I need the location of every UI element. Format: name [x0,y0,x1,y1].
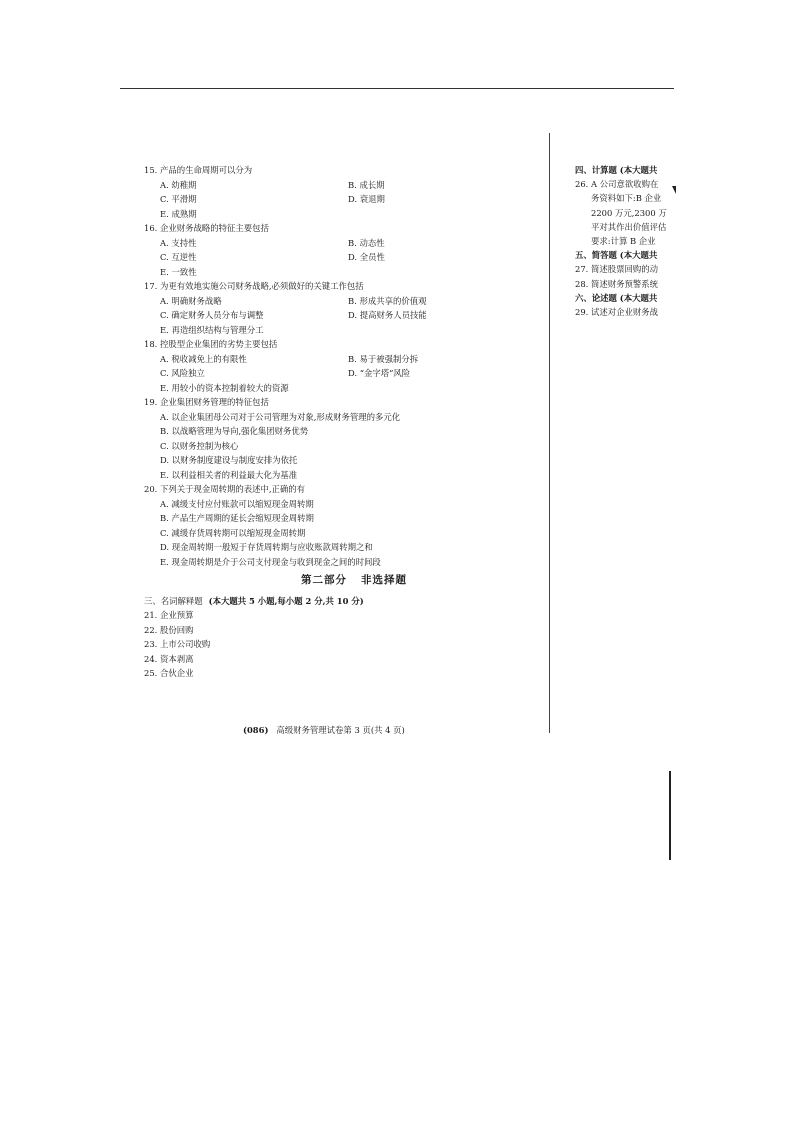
option-e: E. 再造组织结构与管理分工 [160,324,264,335]
option-c: C. 互逆性 [160,252,197,262]
option-d: D. 衰退期 [348,194,385,204]
page-footer [243,724,405,736]
option-b: B. 成长期 [348,179,385,190]
option-a: A. 支持性 [160,237,197,248]
section-label: 三、名词解释题 [144,595,203,606]
question-27: 27. 简述股票回购的动 [575,264,658,275]
section-three-heading [144,594,544,609]
options [144,294,544,338]
option-e: E. 现金周转期是介于公司支付现金与收到现金之间的时间段 [160,556,381,567]
option-e: E. 以利益相关者的利益最大化为基准 [160,469,298,480]
option-d: D. 提高财务人员技能 [348,310,427,320]
option-c: C. 平滑期 [160,194,197,204]
section-four-heading: 四、计算题 (本大题共 [575,165,658,175]
option-d: D. “金字塔”风险 [348,368,411,378]
option-a: A. 减缓支付应付账款可以缩短现金周转期 [160,498,314,509]
question-stem: 19. 企业集团财务管理的特征包括 [144,397,269,407]
question-15 [144,163,544,221]
part-two-title [144,573,564,588]
options [144,178,544,222]
option-b: B. 易于被强制分拆 [348,353,419,364]
section-note: (本大题共 5 小题,每小题 2 分,共 10 分) [208,595,364,606]
exam-code: (086) [243,725,269,735]
question-stem: 20. 下列关于现金周转期的表述中,正确的有 [144,484,306,494]
question-19 [144,395,544,482]
option-a: A. 明确财务战略 [160,295,222,306]
column-divider [549,133,550,733]
options [144,236,544,280]
option-b: B. 动态性 [348,237,385,248]
term-item: 22. 股份回购 [144,624,194,635]
question-17 [144,279,544,337]
option-a: A. 幼稚期 [160,179,197,190]
term-item: 24. 资本剥离 [144,653,194,664]
question-16 [144,221,544,279]
question-stem: 16. 企业财务战略的特征主要包括 [144,223,269,233]
option-a: A. 税收减免上的有限性 [160,353,247,364]
option-e: E. 一致性 [160,266,197,277]
question-stem: 15. 产品的生命周期可以分为 [144,165,253,175]
footer-text: 高级财务管理试卷第 3 页(共 4 页) [276,725,405,735]
question-18 [144,337,544,395]
option-c: C. 确定财务人员分布与调整 [160,310,264,320]
right-column [575,163,674,319]
option-e: E. 用较小的资本控制着较大的资源 [160,382,289,393]
option-d: D. 全员性 [348,252,385,262]
option-c: C. 风险独立 [160,368,205,378]
options [144,352,544,396]
margin-bar [669,771,671,860]
question-stem: 18. 控股型企业集团的劣势主要包括 [144,339,278,349]
question-26-line: 2200 万元,2300 万 [591,207,667,218]
left-column [144,163,544,681]
option-c: C. 以财务控制为核心 [160,440,239,451]
question-20 [144,482,544,569]
question-26-line: 平对其作出价值评估 [591,221,667,232]
options [144,410,544,483]
part-two-title-left: 第二部分 [301,574,348,586]
option-d: D. 现金周转期一般短于存货周转期与应收账款周转期之和 [160,542,373,552]
question-28: 28. 简述财务预警系统 [575,278,658,289]
question-26-line: 要求:计算 B 企业 [591,236,656,247]
part-two-title-right: 非选择题 [360,574,407,586]
option-d: D. 以财务制度建设与制度安排为依托 [160,455,298,465]
term-item: 21. 企业预算 [144,610,194,620]
question-26: 26. A 公司意欲收购在 [575,179,659,190]
question-26-line: 务资料如下:B 企业 [591,193,662,204]
option-a: A. 以企业集团母公司对于公司管理为对象,形成财务管理的多元化 [160,411,401,422]
term-item: 25. 合伙企业 [144,668,194,678]
option-b: B. 形成共享的价值观 [348,295,427,306]
question-stem: 17. 为更有效地实施公司财务战略,必须做好的关键工作包括 [144,281,364,291]
option-c: C. 减缓存货周转期可以缩短现金周转期 [160,527,306,538]
option-e: E. 成熟期 [160,208,197,219]
section-six-heading: 六、论述题 (本大题共 [575,292,658,303]
question-29: 29. 试述对企业财务战 [575,307,658,318]
section-five-heading: 五、简答题 (本大题共 [575,250,658,261]
options [144,497,544,570]
top-rule [120,88,674,89]
option-b: B. 产品生产周期的延长会缩短现金周转期 [160,513,314,523]
term-item: 23. 上市公司收购 [144,639,211,649]
option-b: B. 以战略管理为导向,强化集团财务优势 [160,426,309,436]
